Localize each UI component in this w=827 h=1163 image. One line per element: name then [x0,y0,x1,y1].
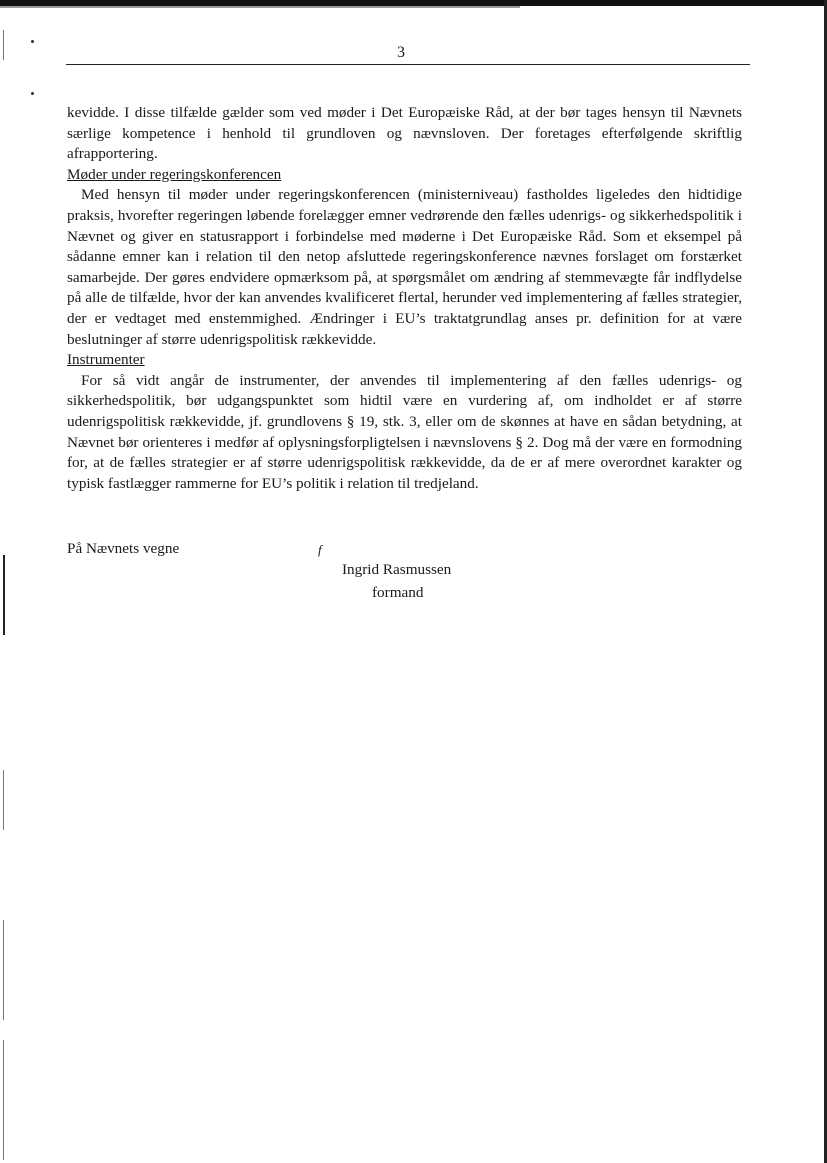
scan-left-mark [3,1040,4,1160]
scan-dot [31,40,34,43]
closing-line: På Nævnets vegne [67,540,180,557]
scan-top-edge [0,0,827,6]
section-heading-meetings: Møder under regeringskonferencen [67,165,282,183]
scan-left-mark [3,770,4,830]
signature-mark: f [318,542,322,557]
section-body-instruments: For så vidt angår de instrumenter, der anvendes til implementering af den fælles udenrigs- og sikkerhedspolitik, bør udgangspunktet som hidtil være en vurdering af, om indholdet er af større udenrigspolitisk rækkevidde, jf. grundlovens § 19, stk. 3, eller om de skønnes at have en sådan betydning, at Nævnet bør orienteres i medfør af oplysningsforpligtelsen i nævnslovens § 2. Dog må der være en formodning for, at de fælles strategier er af større udenrigspolitisk rækkevidde, da de er af mere overordnet karakter og typisk fastlægger rammerne for EU’s politik i relation til tredjeland. [67,371,742,492]
signatory-name: Ingrid Rasmussen [342,561,452,578]
signatory-title: formand [372,584,424,601]
header-rule [66,64,750,65]
section-body-meetings: Med hensyn til møder under regeringskonferencen (ministerniveau) fastholdes ligeledes den hidtidige praksis, hvorefter regeringen løbende forelægger emner vedrørende den fælles udenrigs- og sikkerhedspolitik i Nævnet og giver en statusrapport i forbindelse med møderne i Det Europæiske Råd. Som et eksempel på sådanne emner kan i relation til den netop afsluttede regeringskonference nævnes forslaget om forstærket samarbejde. Der gøres endvidere opmærksom på, at spørgsmålet om ændring af stemmevægte får indflydelse på alle de tilfælde, hvor der kan anvendes kvalificeret flertal, herunder ved implementering af fælles strategier, der er vedtaget med enstemmighed. Ændringer i EU’s traktatgrundlag anses pr. definition for at være beslutninger af større udenrigspolitisk rækkevidde. [67,186,742,348]
scan-left-mark [3,555,5,635]
page-number: 3 [397,44,405,61]
continuation-paragraph: kevidde. I disse tilfælde gælder som ved møder i Det Europæiske Råd, at der bør tages hensyn til Nævnets særlige kompetence i henhold til grundloven og nævnsloven. Der foretages efterfølgende skriftlig afrapportering. [67,104,742,163]
scan-left-mark [3,30,4,60]
scan-dot [31,92,34,95]
scan-left-mark [3,920,4,1020]
section-heading-instruments: Instrumenter [67,351,145,369]
document-body [67,103,742,494]
